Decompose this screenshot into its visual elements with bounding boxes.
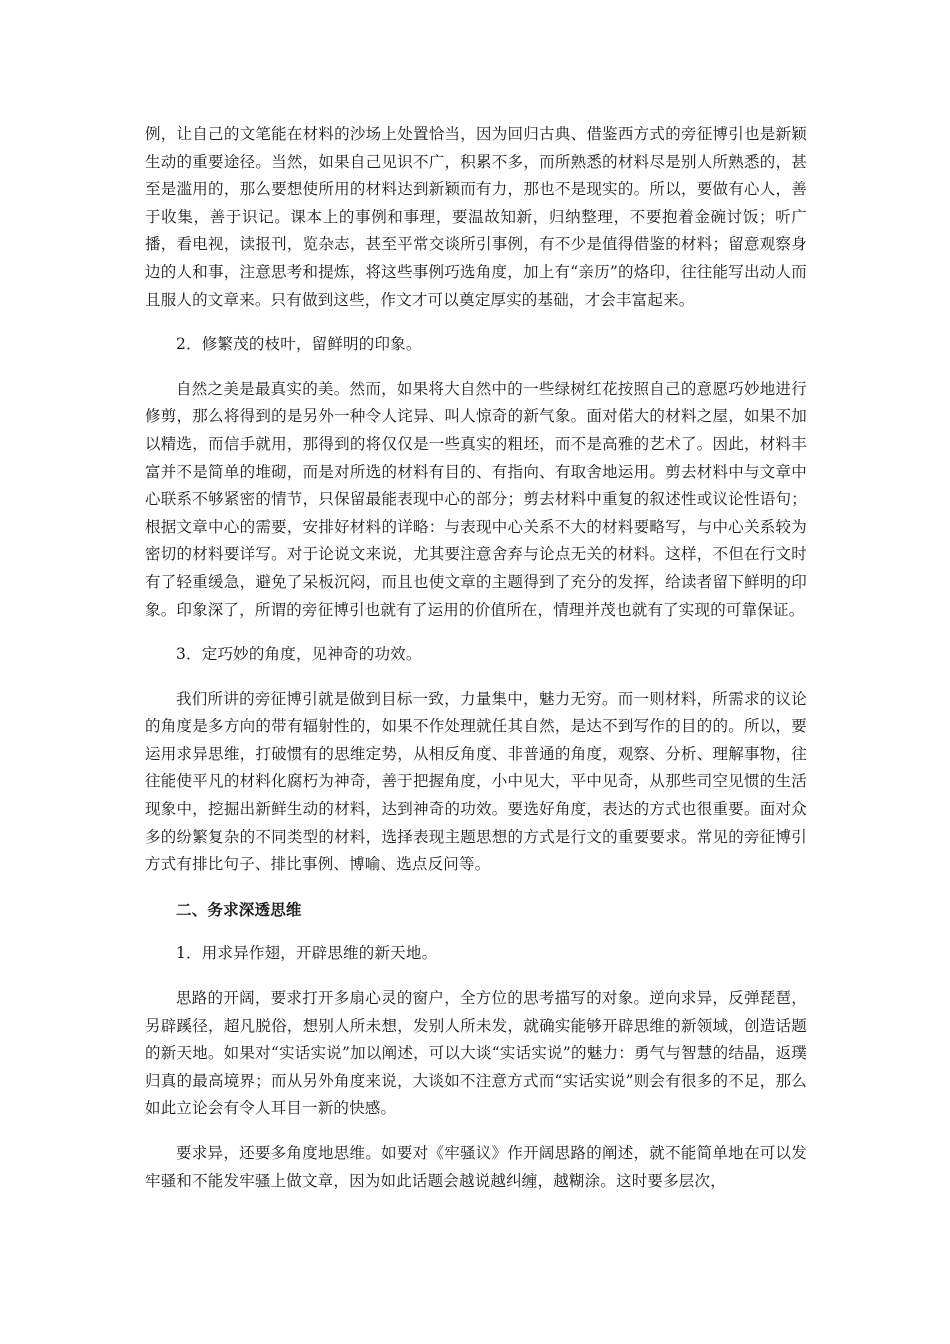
body-paragraph: 我们所讲的旁征博引就是做到目标一致，力量集中，魅力无穷。而一则材料，所需求的议论的角度是多方向的带有辐射性的，如果不作处理就任其自然，是达不到写作的目的的。所以，要运用求异思维，打破惯有的思维定势，从相反角度、非普通的角度，观察、分析、理解事物，往往能使平凡的材料化腐朽为神奇，善于把握角度，小中见大，平中见奇，从那些司空见惯的生活现象中，挖掘出新鲜生动的材料，达到神奇的功效。要选好角度，表达的方式也很重要。面对众多的纷繁复杂的不同类型的材料，选择表现主题思想的方式是行文的重要要求。常见的旁征博引方式有排比句子、排比事例、博喻、选点反问等。: [145, 689, 807, 874]
subheading-3: 3．定巧妙的角度，见神奇的功效。: [176, 645, 422, 664]
body-paragraph: 自然之美是最真实的美。然而，如果将大自然中的一些绿树红花按照自己的意愿巧妙地进行修剪，那么将得到的是另外一种令人诧异、叫人惊奇的新气象。面对偌大的材料之屋，如果不加以精选，而信手就用，那得到的将仅仅是一些真实的粗坯，而不是高雅的艺术了。因此，材料丰富并不是简单的堆砌，而是对所选的材料有目的、有指向、有取舍地运用。剪去材料中与文章中心联系不够紧密的情节，只保留最能表现中心的部分；剪去材料中重复的叙述性或议论性语句；根据文章中心的需要，安排好材料的详略：与表现中心关系不大的材料要略写，与中心关系较为密切的材料要详写。对于论说文来说，尤其要注意舍弃与论点无关的材料。这样，不但在行文时有了轻重缓急，避免了呆板沉闷，而且也使文章的主题得到了充分的发挥，给读者留下鲜明的印象。印象深了，所谓的旁征博引也就有了运用的价值所在，情理并茂也就有了实现的可靠保证。: [145, 379, 807, 619]
body-paragraph: 思路的开阔，要求打开多扇心灵的窗户，全方位的思考描写的对象。逆向求异，反弹琵琶，另辟蹊径，超凡脱俗，想别人所未想，发别人所未发，就确实能够开辟思维的新领域，创造话题的新天地。如果对“实话实说”加以阐述，可以大谈“实话实说”的魅力：勇气与智慧的结晶，返璞归真的最高境界；而从另外角度来说，大谈如不注意方式而“实话实说”则会有很多的不足，那么如此立论会有令人耳目一新的快感。: [145, 989, 807, 1118]
section-heading: 二、务求深透思维: [176, 899, 302, 919]
subheading-2: 2．修繁茂的枝叶，留鲜明的印象。: [176, 335, 422, 354]
body-paragraph-continued: 例，让自己的文笔能在材料的沙场上处置恰当，因为回归古典、借鉴西方式的旁征博引也是新颖生动的重要途径。当然，如果自己见识不广，积累不多，而所熟悉的材料尽是别人所熟悉的，甚至是滥用的，那么要想使所用的材料达到新颖而有力，那也不是现实的。所以，要做有心人，善于收集，善于识记。课本上的事例和事理，要温故知新，归纳整理，不要抱着金碗讨饭；听广播，看电视，读报刊，览杂志，甚至平常交谈所引事例，有不少是值得借鉴的材料；留意观察身边的人和事，注意思考和提炼，将这些事例巧选角度，加上有“亲历”的烙印，往往能写出动人而且服人的文章来。只有做到这些，作文才可以奠定厚实的基础，才会丰富起来。: [145, 125, 807, 309]
subheading-1: 1．用求异作翅，开辟思维的新天地。: [176, 944, 438, 963]
body-paragraph-truncated: 要求异，还要多角度地思维。如要对《牢骚议》作开阔思路的阐述，就不能简单地在可以发牢骚和不能发牢骚上做文章，因为如此话题会越说越纠缠，越糊涂。这时要多层次，: [145, 1144, 807, 1190]
document-page: [145, 121, 807, 1195]
